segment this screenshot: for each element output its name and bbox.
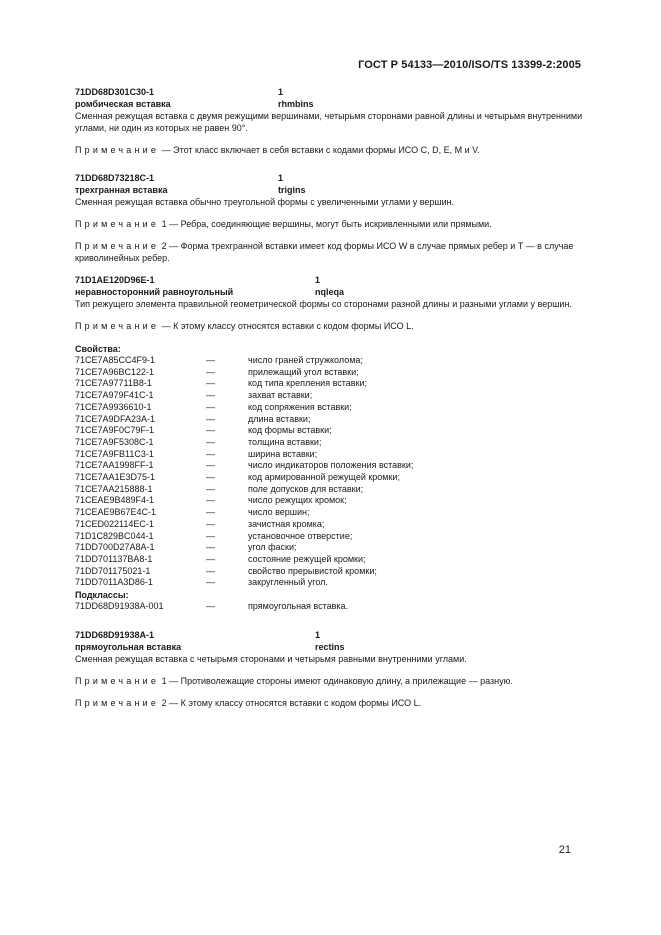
property-text: число индикаторов положения вставки; (248, 460, 414, 471)
property-text: зачистная кромка; (248, 518, 325, 529)
class-short-name: trigins (278, 185, 306, 195)
property-row (75, 367, 585, 379)
class-note-1 (75, 218, 585, 230)
property-row (75, 577, 585, 589)
note-label: Примечание (75, 241, 160, 251)
properties-list (75, 355, 585, 589)
property-dash: — (206, 401, 215, 412)
property-text: прямоугольная вставка. (248, 601, 349, 612)
class-code: 71DD68D91938A-1 (75, 629, 155, 640)
property-code: 71DD701137BA8-1 (75, 553, 153, 564)
property-text: установочное отверстие; (248, 530, 353, 541)
class-code-row (75, 274, 585, 286)
note-text: 1 — Противолежащие стороны имеют одинаковую длину, а прилежащие — разную. (159, 675, 513, 686)
note-text: — Этот класс включает в себя вставки с кодами формы ИСО C, D, E, M и V. (159, 145, 480, 155)
class-name: прямоугольная вставка (75, 641, 182, 652)
property-dash: — (206, 460, 215, 471)
class-entry-nonequal (75, 274, 585, 613)
class-short-name: rhmbins (278, 99, 314, 109)
property-text: состояние режущей кромки; (248, 553, 366, 564)
document-body (75, 86, 585, 719)
property-row (75, 378, 585, 390)
note-text: 2 — К этому классу относятся вставки с кодом формы ИСО L. (159, 697, 422, 708)
property-dash: — (206, 577, 215, 588)
class-code: 71DD68D73218C-1 (75, 173, 155, 183)
property-code: 71CE7AA1998FF-1 (75, 460, 154, 471)
property-code: 71DD701175021-1 (75, 565, 151, 576)
property-code: 71CE7AA215888-1 (75, 483, 153, 494)
property-row (75, 460, 585, 472)
property-dash: — (206, 366, 215, 377)
note-label: Примечание (75, 321, 160, 331)
property-text: код формы вставки; (248, 425, 332, 436)
note-text: 2 — Форма трехгранной вставки имеет код формы ИСО W в случае прямых ребер и T — в случае криволинейных ребер. (75, 241, 574, 263)
class-description: Сменная режущая вставка обычно треугольной формы с увеличенными углами у вершин. (75, 197, 455, 207)
property-code: 71CE7A979F41C-1 (75, 390, 154, 401)
property-code: 71D1C829BC044-1 (75, 530, 154, 541)
property-code: 71CEAE9B489F4-1 (75, 495, 155, 506)
class-note-2 (75, 240, 585, 264)
property-code: 71DD68D91938A-001 (75, 601, 164, 612)
property-dash: — (206, 565, 215, 576)
property-dash: — (206, 518, 215, 529)
property-code: 71DD7011A3D86-1 (75, 577, 153, 588)
class-name-row (75, 98, 585, 110)
property-text: закругленный угол. (248, 577, 328, 588)
note-label: Примечание (75, 697, 160, 708)
property-text: число вершин; (248, 507, 310, 518)
class-note-2 (75, 697, 585, 709)
page-number: 21 (558, 844, 571, 856)
note-label: Примечание (75, 219, 160, 229)
class-entry-triangular (75, 172, 585, 264)
note-text: — К этому классу относятся вставки с кодом формы ИСО L. (159, 321, 414, 331)
property-text: свойство прерывистой кромки; (248, 565, 377, 576)
property-code: 71CE7AA1E3D75-1 (75, 472, 156, 483)
property-dash: — (206, 483, 215, 494)
property-code: 71CE7A9FB11C3-1 (75, 448, 154, 459)
property-row (75, 425, 585, 437)
property-dash: — (206, 553, 215, 564)
property-row (75, 519, 585, 531)
note-text: 1 — Ребра, соединяющие вершины, могут быть искривленными или прямыми. (159, 219, 492, 229)
property-row (75, 390, 585, 402)
class-entry-rhombic (75, 86, 585, 156)
property-text: угол фаски; (248, 542, 297, 553)
property-dash: — (206, 472, 215, 483)
property-code: 71CE7A96BC122-1 (75, 366, 155, 377)
class-short-name: rectins (315, 641, 345, 652)
property-row (75, 472, 585, 484)
note-label: Примечание (75, 145, 160, 155)
property-dash: — (206, 495, 215, 506)
property-dash: — (206, 425, 215, 436)
class-name-row (75, 184, 585, 196)
property-row (75, 484, 585, 496)
property-row (75, 355, 585, 367)
property-row (75, 437, 585, 449)
class-short-name: nqleqa (315, 287, 345, 297)
property-row (75, 601, 585, 613)
property-row (75, 566, 585, 578)
class-name: неравносторонний равноугольный (75, 287, 234, 297)
property-row (75, 554, 585, 566)
property-row (75, 531, 585, 543)
note-label: Примечание (75, 675, 160, 686)
property-text: поле допусков для вставки; (248, 483, 364, 494)
class-code-row (75, 629, 585, 641)
class-description: Сменная режущая вставка с двумя режущими вершинами, четырьмя сторонами равной длины и четырьмя внутренними углами, ни один из которых не равен 90°. (75, 111, 583, 133)
property-dash: — (206, 530, 215, 541)
property-code: 71CE7A9936610-1 (75, 401, 152, 412)
class-code-row (75, 172, 585, 184)
property-row (75, 402, 585, 414)
properties-title: Свойства: (75, 344, 121, 354)
property-text: ширина вставки; (248, 448, 318, 459)
property-row (75, 495, 585, 507)
class-version: 1 (278, 87, 284, 97)
class-code: 71DD68D301C30-1 (75, 87, 155, 97)
property-row (75, 507, 585, 519)
class-note (75, 144, 585, 156)
property-code: 71CE7A9F5308C-1 (75, 436, 154, 447)
property-text: захват вставки; (248, 390, 313, 401)
property-text: код типа крепления вставки; (248, 378, 368, 389)
property-text: код армированной режущей кромки; (248, 472, 400, 483)
class-description: Сменная режущая вставка с четырьмя сторонами и четырьмя равными внутренними углами. (75, 653, 467, 664)
class-version: 1 (278, 173, 284, 183)
property-text: прилежащий угол вставки; (248, 366, 359, 377)
property-text: число режущих кромок; (248, 495, 347, 506)
subclasses-title: Подклассы: (75, 590, 129, 601)
property-row (75, 449, 585, 461)
property-code: 71CED022114EC-1 (75, 518, 154, 529)
property-dash: — (206, 378, 215, 389)
class-code: 71D1AE120D96E-1 (75, 275, 155, 285)
property-dash: — (206, 413, 215, 424)
property-dash: — (206, 601, 215, 612)
class-note (75, 320, 585, 332)
property-dash: — (206, 436, 215, 447)
class-name: ромбическая вставка (75, 99, 171, 109)
class-description: Тип режущего элемента правильной геометрической формы со сторонами разной длины и разными углами у вершин. (75, 299, 572, 309)
property-code: 71CEAE9B67E4C-1 (75, 507, 157, 518)
property-row (75, 542, 585, 554)
property-dash: — (206, 507, 215, 518)
property-text: длина вставки; (248, 413, 311, 424)
property-code: 71CE7A97711B8-1 (75, 378, 152, 389)
property-dash: — (206, 542, 215, 553)
subclasses-list (75, 601, 585, 613)
property-code: 71CE7A9F0C79F-1 (75, 425, 155, 436)
property-code: 71DD700D27A8A-1 (75, 542, 155, 553)
class-note-1 (75, 675, 585, 687)
property-dash: — (206, 448, 215, 459)
property-text: число граней стружколома; (248, 355, 363, 365)
class-entry-rectangular (75, 629, 585, 709)
document-header: ГОСТ Р 54133—2010/ISO/TS 13399-2:2005 (358, 59, 581, 71)
property-dash: — (206, 355, 215, 365)
property-code: 71CE7A9DFA23A-1 (75, 413, 156, 424)
property-text: код сопряжения вставки; (248, 401, 352, 412)
property-code: 71CE7A85CC4F9-1 (75, 355, 156, 365)
class-code-row (75, 86, 585, 98)
property-dash: — (206, 390, 215, 401)
class-name-row (75, 641, 585, 653)
class-version: 1 (315, 629, 321, 640)
property-row (75, 414, 585, 426)
property-text: толщина вставки; (248, 436, 322, 447)
class-name: трехгранная вставка (75, 185, 168, 195)
class-name-row (75, 286, 585, 298)
class-version: 1 (315, 275, 321, 285)
